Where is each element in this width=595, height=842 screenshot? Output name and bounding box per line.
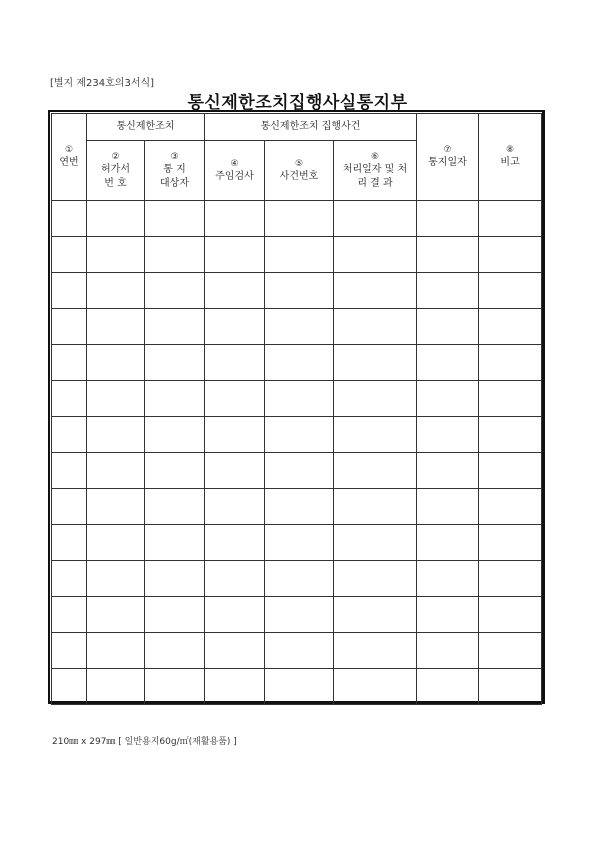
header-case-number-index: ⑤ — [294, 158, 304, 169]
table-cell[interactable] — [334, 561, 417, 597]
table-cell[interactable] — [87, 345, 145, 381]
table-cell[interactable] — [145, 561, 205, 597]
table-cell[interactable] — [479, 525, 542, 561]
table-row — [52, 201, 542, 237]
table-cell[interactable] — [145, 345, 205, 381]
header-notification-date — [417, 114, 479, 201]
table-cell[interactable] — [205, 561, 265, 597]
header-notification-target-index: ③ — [170, 151, 179, 162]
table-cell[interactable] — [52, 525, 87, 561]
table-cell[interactable] — [145, 237, 205, 273]
form-number-label: [별지 제234호의3서식] — [50, 78, 155, 89]
table-cell[interactable] — [417, 669, 479, 705]
table-row — [52, 561, 542, 597]
table-cell[interactable] — [205, 201, 265, 237]
table-cell[interactable] — [52, 345, 87, 381]
table-row — [52, 453, 542, 489]
table-cell[interactable] — [52, 489, 87, 525]
header-group-execution-case: 통신제한조치 집행사건 — [205, 114, 417, 141]
table-cell[interactable] — [52, 273, 87, 309]
table-row — [52, 669, 542, 705]
header-serial-number — [52, 114, 87, 201]
table-cell[interactable] — [145, 273, 205, 309]
table-cell[interactable] — [205, 489, 265, 525]
table-cell[interactable] — [265, 525, 334, 561]
table-cell[interactable] — [417, 345, 479, 381]
table-cell[interactable] — [52, 597, 87, 633]
table-cell[interactable] — [205, 633, 265, 669]
table-cell[interactable] — [479, 489, 542, 525]
table-cell[interactable] — [417, 309, 479, 345]
table-cell[interactable] — [87, 417, 145, 453]
table-cell[interactable] — [479, 273, 542, 309]
table-cell[interactable] — [334, 597, 417, 633]
table-cell[interactable] — [205, 273, 265, 309]
table-cell[interactable] — [52, 309, 87, 345]
table-cell[interactable] — [334, 453, 417, 489]
table-cell[interactable] — [265, 309, 334, 345]
table-cell[interactable] — [145, 417, 205, 453]
page-title: 통신제한조치집행사실통지부 — [187, 93, 408, 113]
table-cell[interactable] — [87, 237, 145, 273]
table-cell[interactable] — [265, 345, 334, 381]
table-cell[interactable] — [334, 381, 417, 417]
table-cell[interactable] — [87, 453, 145, 489]
header-notification-target-line2: 대상자 — [160, 177, 189, 189]
table-cell[interactable] — [87, 381, 145, 417]
table-cell[interactable] — [52, 201, 87, 237]
table-row — [52, 489, 542, 525]
header-permit-number-line2: 번 호 — [104, 177, 127, 189]
table-cell[interactable] — [52, 453, 87, 489]
table-cell[interactable] — [265, 489, 334, 525]
header-remarks-label: 비고 — [500, 157, 520, 169]
table-cell[interactable] — [87, 561, 145, 597]
header-processing-result — [334, 141, 417, 201]
table-cell[interactable] — [417, 633, 479, 669]
table-cell[interactable] — [334, 201, 417, 237]
table-cell[interactable] — [52, 561, 87, 597]
table-cell[interactable] — [145, 381, 205, 417]
table-cell[interactable] — [205, 669, 265, 705]
table-cell[interactable] — [334, 417, 417, 453]
table-cell[interactable] — [479, 345, 542, 381]
table-cell[interactable] — [334, 273, 417, 309]
table-cell[interactable] — [334, 489, 417, 525]
table-cell[interactable] — [417, 417, 479, 453]
table-cell[interactable] — [479, 381, 542, 417]
header-case-number — [265, 141, 334, 201]
table-cell[interactable] — [87, 669, 145, 705]
header-permit-number — [87, 141, 145, 201]
table-cell[interactable] — [87, 273, 145, 309]
table-body — [52, 201, 542, 705]
table-cell[interactable] — [417, 237, 479, 273]
notification-register-table — [51, 113, 542, 705]
table-cell[interactable] — [265, 381, 334, 417]
header-processing-result-line2: 리 결 과 — [357, 177, 393, 189]
table-cell[interactable] — [87, 633, 145, 669]
table-cell[interactable] — [334, 345, 417, 381]
header-remarks — [479, 114, 542, 201]
table-cell[interactable] — [417, 489, 479, 525]
table-row — [52, 633, 542, 669]
header-serial-number-index: ① — [64, 145, 74, 156]
header-notification-target-line1: 통 지 — [163, 164, 186, 176]
table-cell[interactable] — [145, 453, 205, 489]
header-permit-number-line1: 허가서 — [101, 164, 130, 176]
table-cell[interactable] — [265, 273, 334, 309]
table-cell[interactable] — [479, 453, 542, 489]
header-permit-number-index: ② — [111, 151, 120, 162]
table-cell[interactable] — [479, 201, 542, 237]
header-chief-prosecutor-index: ④ — [230, 158, 239, 169]
table-cell[interactable] — [145, 309, 205, 345]
table-cell[interactable] — [334, 633, 417, 669]
table-cell[interactable] — [265, 561, 334, 597]
table-row — [52, 597, 542, 633]
table-cell[interactable] — [145, 489, 205, 525]
header-case-number-label: 사건번호 — [279, 170, 319, 182]
header-notification-date-label: 통지일자 — [428, 157, 467, 169]
table-row — [52, 345, 542, 381]
header-group-restriction: 통신제한조치 — [87, 114, 205, 141]
table-cell[interactable] — [417, 597, 479, 633]
table-cell[interactable] — [479, 633, 542, 669]
table-cell[interactable] — [265, 633, 334, 669]
table-cell[interactable] — [417, 201, 479, 237]
table-cell[interactable] — [479, 417, 542, 453]
table-cell[interactable] — [145, 633, 205, 669]
paper-spec-footer: 210㎜ x 297㎜ [ 일반용지60g/㎡(재활용품) ] — [52, 737, 237, 747]
table-cell[interactable] — [145, 525, 205, 561]
header-processing-result-line1: 처리일자 및 처 — [342, 164, 408, 176]
table-cell[interactable] — [417, 525, 479, 561]
table-cell[interactable] — [265, 237, 334, 273]
table-cell[interactable] — [334, 309, 417, 345]
table-row — [52, 525, 542, 561]
table-cell[interactable] — [265, 597, 334, 633]
table-cell[interactable] — [145, 201, 205, 237]
table-row — [52, 381, 542, 417]
table-row — [52, 273, 542, 309]
table-cell[interactable] — [479, 309, 542, 345]
table-cell[interactable] — [479, 597, 542, 633]
table-cell[interactable] — [479, 237, 542, 273]
table-cell[interactable] — [205, 345, 265, 381]
header-notification-date-index: ⑦ — [443, 145, 452, 156]
header-notification-target — [145, 141, 205, 201]
table-cell[interactable] — [265, 417, 334, 453]
table-row — [52, 237, 542, 273]
header-remarks-index: ⑧ — [505, 145, 515, 156]
table-row — [52, 309, 542, 345]
table-cell[interactable] — [52, 669, 87, 705]
table-cell[interactable] — [205, 417, 265, 453]
table-cell[interactable] — [205, 525, 265, 561]
table-cell[interactable] — [265, 453, 334, 489]
table-cell[interactable] — [265, 201, 334, 237]
table-cell[interactable] — [87, 201, 145, 237]
header-chief-prosecutor-label: 주임검사 — [215, 170, 254, 182]
table-cell[interactable] — [52, 237, 87, 273]
table-cell[interactable] — [334, 237, 417, 273]
table-cell[interactable] — [52, 633, 87, 669]
header-chief-prosecutor — [205, 141, 265, 201]
table-cell[interactable] — [334, 669, 417, 705]
header-processing-result-index: ⑥ — [370, 151, 380, 162]
table-cell[interactable] — [417, 381, 479, 417]
table-cell[interactable] — [479, 561, 542, 597]
table-cell[interactable] — [205, 237, 265, 273]
table-cell[interactable] — [417, 561, 479, 597]
table-cell[interactable] — [145, 669, 205, 705]
table-cell[interactable] — [87, 309, 145, 345]
table-row — [52, 417, 542, 453]
table-cell[interactable] — [145, 597, 205, 633]
table-cell[interactable] — [87, 597, 145, 633]
table-cell[interactable] — [52, 417, 87, 453]
table-cell[interactable] — [205, 309, 265, 345]
table-cell[interactable] — [479, 669, 542, 705]
table-cell[interactable] — [417, 453, 479, 489]
table-cell[interactable] — [205, 381, 265, 417]
table-cell[interactable] — [205, 453, 265, 489]
table-cell[interactable] — [265, 669, 334, 705]
header-serial-number-label: 연번 — [59, 157, 79, 169]
table-cell[interactable] — [334, 525, 417, 561]
table-cell[interactable] — [87, 525, 145, 561]
table-cell[interactable] — [87, 489, 145, 525]
table-cell[interactable] — [52, 381, 87, 417]
table-cell[interactable] — [205, 597, 265, 633]
table-cell[interactable] — [417, 273, 479, 309]
